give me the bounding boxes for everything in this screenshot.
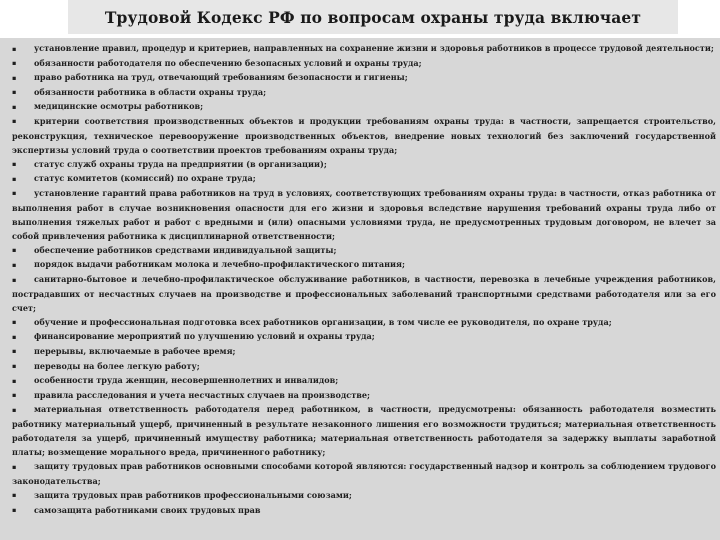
list-item-text: статус служб охраны труда на предприятии (в организации); — [34, 158, 327, 169]
list-item-text: обязанности работника в области охраны труда; — [34, 86, 267, 97]
bullet-icon: ▪ — [12, 362, 17, 371]
bullet-icon: ▪ — [12, 405, 17, 414]
bullet-icon: ▪ — [12, 332, 17, 341]
bullet-icon: ▪ — [12, 174, 17, 183]
list-item — [12, 186, 716, 243]
list-item-text: самозащита работниками своих трудовых прав — [34, 504, 261, 515]
list-item — [12, 257, 716, 272]
list-item-text: критерии соответствия производственных объектов и продукции требованиям охраны труда: в частности, запрещается строительство, реконструкция, техническое перевооружение производственных объектов, внедрение новых технологий без заключений государственной экспертизы условий труда о соответствии проектов требованиям охраны труда; — [12, 115, 716, 155]
list-item-text: особенности труда женщин, несовершеннолетних и инвалидов; — [34, 375, 339, 386]
bullet-icon: ▪ — [12, 376, 17, 385]
bullet-icon: ▪ — [12, 59, 17, 68]
bullet-icon: ▪ — [12, 246, 17, 255]
list-item — [12, 373, 716, 388]
list-item — [12, 243, 716, 258]
slide-title: Трудовой Кодекс РФ по вопросам охраны труда включает — [104, 7, 642, 27]
list-item-text: переводы на более легкую работу; — [34, 360, 200, 371]
list-item-text: санитарно-бытовое и лечебно-профилактическое обслуживание работников, в частности, перевозка в лечебные учреждения работников, пострадавших от несчастных случаев на производстве и профессиональных заболеваний транспортными средствами работодателя или за его счет; — [12, 274, 716, 313]
list-item — [12, 329, 716, 344]
list-item-text: порядок выдачи работникам молока и лечебно-профилактического питания; — [34, 259, 405, 270]
bullet-icon: ▪ — [12, 160, 17, 169]
list-item — [12, 344, 716, 359]
bullet-icon: ▪ — [12, 44, 17, 53]
list-item — [12, 272, 716, 315]
list-item — [12, 315, 716, 330]
bullet-icon: ▪ — [12, 260, 17, 269]
bullet-icon: ▪ — [12, 318, 17, 327]
list-item — [12, 459, 716, 488]
list-item-text: право работника на труд, отвечающий требованиям безопасности и гигиены; — [34, 72, 408, 83]
title-bar — [68, 0, 678, 34]
bullet-icon: ▪ — [12, 88, 17, 97]
bullet-icon: ▪ — [12, 391, 17, 400]
list-item-text: статус комитетов (комиссий) по охране труда; — [34, 173, 256, 184]
list-item-text: финансирование мероприятий по улучшению условий и охраны труда; — [34, 331, 375, 342]
list-item — [12, 402, 716, 459]
bullet-icon: ▪ — [12, 491, 17, 500]
list-item — [12, 488, 716, 503]
bullet-icon: ▪ — [12, 73, 17, 82]
list-item-text: установление правил, процедур и критериев, направленных на сохранение жизни и здоровья работников в процессе трудовой деятельности; — [34, 43, 714, 53]
list-item — [12, 41, 716, 56]
bullet-icon: ▪ — [12, 275, 17, 284]
bullet-icon: ▪ — [12, 462, 17, 471]
list-item-text: защиту трудовых прав работников основными способами которой являются: государственный надзор и контроль за соблюдением трудового законодательства; — [12, 461, 716, 486]
list-item-text: медицинские осмотры работников; — [34, 101, 204, 112]
list-item-text: обязанности работодателя по обеспечению безопасных условий и охраны труда; — [34, 57, 422, 68]
bullet-icon: ▪ — [12, 102, 17, 111]
list-item-text: обеспечение работников средствами индивидуальной защиты; — [34, 244, 337, 255]
bullet-icon: ▪ — [12, 506, 17, 514]
list-item-text: обучение и профессиональная подготовка всех работников организации, в том числе ее руководителя, по охране труда; — [34, 316, 612, 327]
list-item — [12, 85, 716, 100]
bullet-icon: ▪ — [12, 347, 17, 356]
list-item — [12, 114, 716, 157]
list-item-text: правила расследования и учета несчастных случаев на производстве; — [34, 389, 371, 400]
list-item-text: материальная ответственность работодателя перед работником, в частности, предусмотрены: обязанность работодателя возместить работнику материальный ущерб, причиненный в результате незаконного лишения его возможности трудиться; материальная ответственность работодателя за ущерб, причиненный имуществу работника; материальная ответственность работодателя за задержку выплаты заработной платы; возмещение морального вреда, причиненного работнику; — [12, 404, 716, 458]
list-item-text: установление гарантий права работников на труд в условиях, соответствующих требованиям охраны труда: в частности, отказ работника от выполнения работ в случае возникновения опасности для его жизни и здоровья вследствие нарушения требований охраны труда либо от выполнения тяжелых работ и работ с вредными и (или) опасными условиями труда, не предусмотренных трудовым договором, не влечет за собой привлечения работника к дисциплинарной ответственности; — [12, 187, 716, 241]
list-item — [12, 99, 716, 114]
list-item — [12, 171, 716, 186]
list-item — [12, 359, 716, 374]
bullet-icon: ▪ — [12, 117, 17, 126]
list-item — [12, 70, 716, 85]
list-item-text: защита трудовых прав работников профессиональными союзами; — [34, 489, 352, 500]
list-item — [12, 388, 716, 403]
list-item — [12, 56, 716, 71]
list-item — [12, 157, 716, 172]
list-item-text: перерывы, включаемые в рабочее время; — [34, 345, 236, 356]
list-item — [12, 503, 716, 518]
bullet-icon: ▪ — [12, 189, 17, 198]
content-panel — [0, 38, 720, 540]
